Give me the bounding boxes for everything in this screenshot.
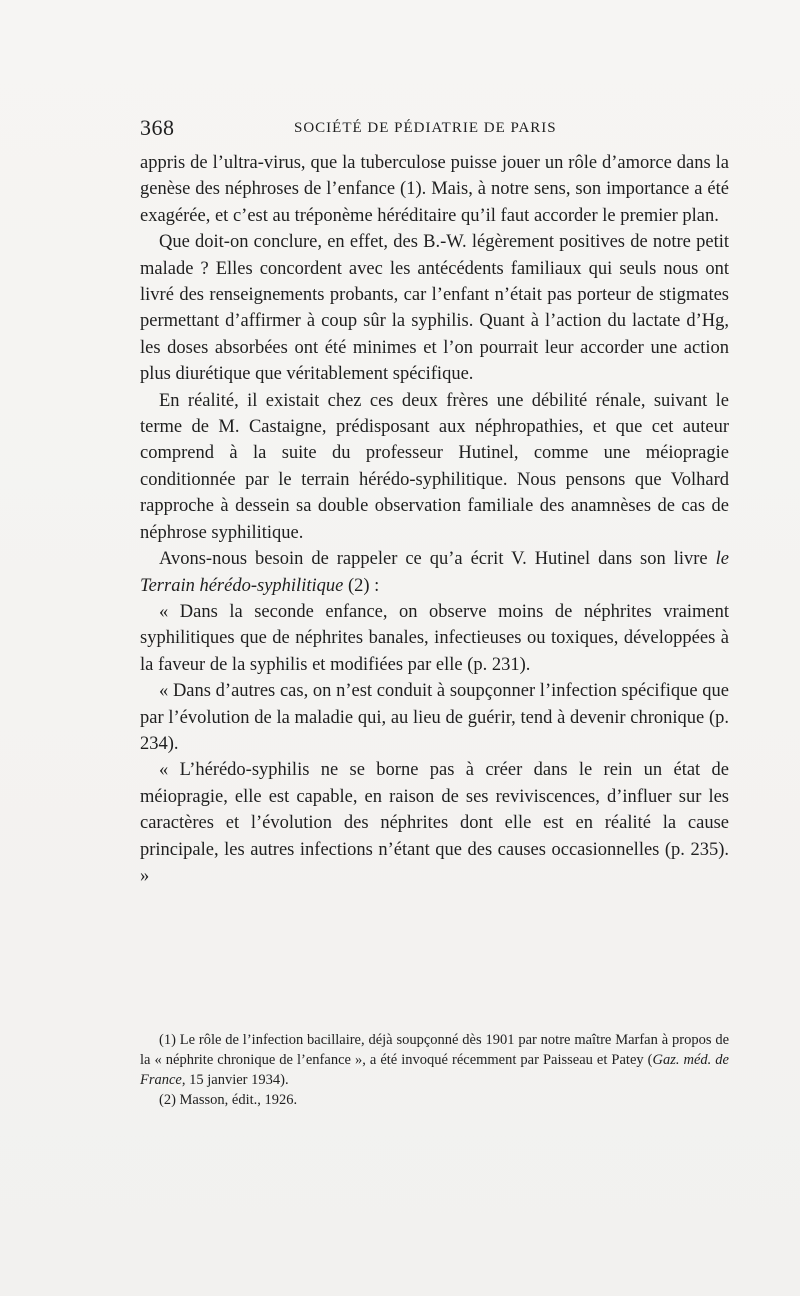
footnote-1 bbox=[140, 1030, 729, 1090]
page-header bbox=[140, 112, 730, 144]
body-text bbox=[140, 150, 729, 889]
paragraph-2: Que doit-on conclure, en effet, des B.-W. légèrement positives de notre petit malade ? Elles concordent avec les antécédents familiaux qui seuls nous ont livré des renseignements probants, car l’enfant n’était pas porteur de stigmates permettant d’affirmer à coup sûr la syphilis. Quant à l’action du lactate d’Hg, les doses absorbées ont été minimes et l’on pourrait leur accorder une action plus diurétique que véritablement spécifique. bbox=[140, 232, 729, 385]
paragraph-4-text: Avons-nous besoin de rappeler ce qu’a écrit V. Hutinel dans son livre bbox=[159, 549, 716, 570]
footnote-1-text: (1) Le rôle de l’infection bacillaire, déjà soupçonné dès 1901 par notre maître Marfan à propos de la « néphrite chronique de l’enfance », a été invoqué récemment par Paisseau et Patey ( bbox=[140, 1032, 729, 1068]
journal-title: Gaz. méd. de France bbox=[140, 1052, 729, 1088]
book-title: le Terrain hérédo-syphilitique bbox=[140, 549, 729, 596]
page-number: 368 bbox=[140, 115, 175, 140]
quote-2: « Dans d’autres cas, on n’est conduit à soupçonner l’infection spécifique que par l’évolution de la maladie qui, au lieu de guérir, tend à devenir chronique (p. 234). bbox=[140, 681, 729, 754]
footnote-2: (2) Masson, édit., 1926. bbox=[159, 1092, 298, 1108]
paragraph-4 bbox=[140, 546, 729, 599]
quote-3: « L’hérédo-syphilis ne se borne pas à créer dans le rein un état de méiopragie, elle est capable, en raison de ses reviviscences, d’influer sur les caractères et l’évolution des néphrites dont elle est en réalité la cause principale, les autres infections n’étant que des causes occasionnelles (p. 235). » bbox=[140, 760, 729, 886]
running-title: SOCIÉTÉ DE PÉDIATRIE DE PARIS bbox=[294, 120, 557, 136]
paragraph-4-ref: (2) : bbox=[343, 575, 380, 596]
quote-1: « Dans la seconde enfance, on observe moins de néphrites vraiment syphilitiques que de néphrites banales, infectieuses ou toxiques, développées à la faveur de la syphilis et modifiées par elle (p. 231). bbox=[140, 601, 729, 675]
paragraph-1: appris de l’ultra-virus, que la tuberculose puisse jouer un rôle d’amorce dans la genèse des néphroses de l’enfance (1). Mais, à notre sens, son importance a été exagérée, et c’est au tréponème héréditaire qu’il faut accorder le premier plan. bbox=[140, 153, 729, 226]
footnotes bbox=[140, 1030, 729, 1110]
footnote-1-date: , 15 janvier 1934). bbox=[181, 1072, 289, 1088]
paragraph-3: En réalité, il existait chez ces deux frères une débilité rénale, suivant le terme de M. Castaigne, prédisposant aux néphropathies, et que cet auteur comprend à la suite du professeur Hutinel, comme une méiopragie conditionnée par le terrain hérédo-syphilitique. Nous pensons que Volhard rapproche à dessein sa double observation familiale des anamnèses de cas de néphrose syphilitique. bbox=[140, 390, 729, 543]
